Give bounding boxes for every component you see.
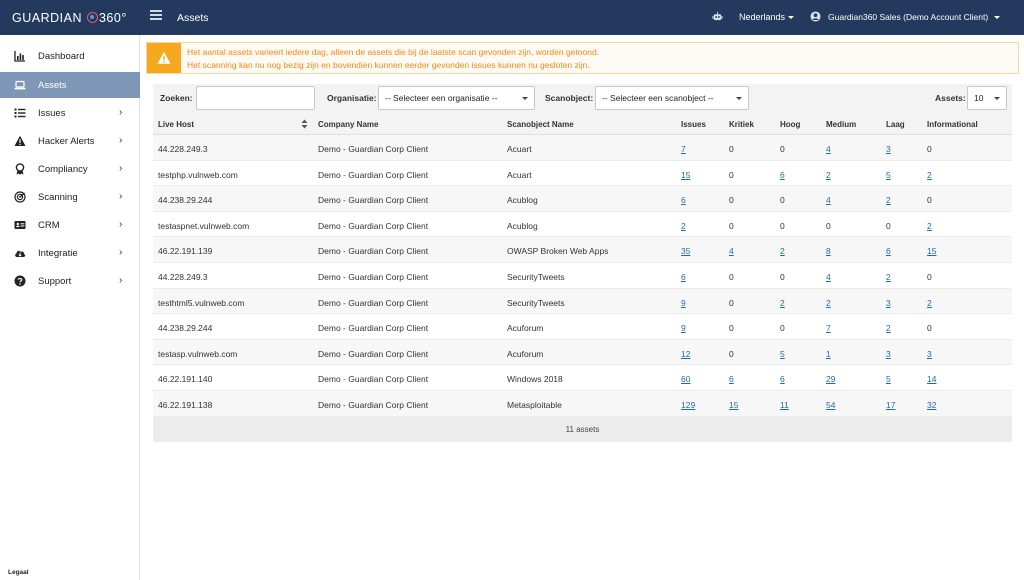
table-row <box>153 365 1012 391</box>
cell-medium <box>826 400 835 410</box>
cell-company-name: Demo - Guardian Corp Client <box>318 399 429 410</box>
cell-hoog <box>780 170 785 180</box>
cell-informational: 0 <box>927 195 932 206</box>
cell-laag <box>886 144 891 154</box>
cell-company-name: Demo - Guardian Corp Client <box>318 374 429 385</box>
cell-laag <box>886 246 891 256</box>
column-header-scanobject-name[interactable]: Scanobject Name <box>507 120 574 129</box>
table-row <box>153 340 1012 366</box>
hoog-count-link[interactable]: 2 <box>780 246 785 257</box>
chevron-down-icon <box>788 16 794 19</box>
laag-count-link[interactable]: 17 <box>886 399 896 410</box>
warning-icon <box>157 51 171 65</box>
medium-count-link[interactable]: 2 <box>826 169 831 180</box>
cell-informational <box>927 298 932 308</box>
language-dropdown[interactable] <box>739 12 794 22</box>
laag-count-link[interactable]: 3 <box>886 297 891 308</box>
cell-laag <box>886 195 891 205</box>
robot-icon[interactable] <box>712 11 723 22</box>
issues-count-link[interactable]: 2 <box>681 220 686 231</box>
cell-kritiek <box>729 400 738 410</box>
cell-live-host: 46.22.191.140 <box>158 374 213 385</box>
cell-scanobject-name: Windows 2018 <box>507 374 563 385</box>
cell-kritiek: 0 <box>729 195 734 206</box>
sidebar-item-assets[interactable] <box>0 72 140 98</box>
cell-issues <box>681 400 695 410</box>
cell-live-host: testasp.vulnweb.com <box>158 348 238 359</box>
cell-laag <box>886 272 891 282</box>
kritiek-count-link[interactable]: 4 <box>729 246 734 257</box>
chevron-down-icon <box>522 97 528 100</box>
logo-mark-icon <box>87 12 98 23</box>
cell-informational: 0 <box>927 271 932 282</box>
cell-live-host: 44.228.249.3 <box>158 144 208 154</box>
chevron-right-icon: › <box>119 163 123 174</box>
column-header-company-name[interactable]: Company Name <box>318 120 379 129</box>
sidebar-item-integratie[interactable] <box>0 240 140 266</box>
cell-kritiek: 0 <box>729 297 734 308</box>
column-header-hoog[interactable]: Hoog <box>780 120 801 129</box>
cell-medium <box>826 246 831 256</box>
cell-live-host: testaspnet.vulnweb.com <box>158 220 250 231</box>
cell-hoog <box>780 246 785 256</box>
sidebar-item-support[interactable] <box>0 268 140 294</box>
search-label: Zoeken: <box>160 93 193 103</box>
cell-company-name: Demo - Guardian Corp Client <box>318 169 429 180</box>
sidebar-item-label: Integratie <box>38 248 78 259</box>
hoog-count-link[interactable]: 6 <box>780 374 785 385</box>
alert-line-1: Het aantal assets varieert iedere dag, alleen de assets die bij de laatste scan gevonden zijn, worden getoond. <box>187 47 600 57</box>
logo-suffix: 360° <box>98 11 127 25</box>
laag-count-link[interactable]: 3 <box>886 144 891 154</box>
cell-hoog <box>780 400 789 410</box>
cell-medium <box>826 349 831 359</box>
informational-count-link[interactable]: 32 <box>927 399 937 410</box>
cell-live-host: 44.238.29.244 <box>158 323 213 334</box>
assets-table <box>153 113 1012 442</box>
sidebar <box>0 35 140 580</box>
scanobject-label: Scanobject: <box>545 93 594 103</box>
chevron-right-icon: › <box>119 107 123 118</box>
table-row <box>153 237 1012 263</box>
filter-bar <box>153 84 1012 113</box>
chevron-down-icon <box>994 97 1000 100</box>
alert-text <box>187 46 599 72</box>
table-row <box>153 186 1012 212</box>
informational-count-link[interactable]: 15 <box>927 246 937 257</box>
cell-scanobject-name: Acuart <box>507 144 532 154</box>
legal-link[interactable]: Legaal <box>8 569 29 576</box>
user-name: Guardian360 Sales (Demo Account Client) <box>828 12 989 22</box>
cell-scanobject-name: Acuart <box>507 169 532 180</box>
issues-count-link[interactable]: 6 <box>681 271 686 282</box>
issues-count-link[interactable]: 35 <box>681 246 691 257</box>
cell-informational <box>927 170 932 180</box>
sidebar-item-label: Hacker Alerts <box>38 136 95 147</box>
sidebar-item-label: Assets <box>38 80 67 91</box>
alert-icon-box <box>147 43 181 73</box>
chevron-right-icon: › <box>119 247 123 258</box>
sidebar-item-label: Dashboard <box>38 51 85 62</box>
laag-count-link[interactable]: 3 <box>886 348 891 359</box>
award-icon <box>14 163 26 175</box>
informational-count-link[interactable]: 14 <box>927 374 937 385</box>
chevron-down-icon <box>994 16 1000 19</box>
cell-company-name: Demo - Guardian Corp Client <box>318 220 429 231</box>
cell-informational <box>927 221 932 231</box>
column-header-issues[interactable]: Issues <box>681 120 706 129</box>
cell-hoog: 0 <box>780 271 785 282</box>
issues-count-link[interactable]: 9 <box>681 297 686 308</box>
cell-live-host: 46.22.191.138 <box>158 399 213 410</box>
informational-count-link[interactable]: 2 <box>927 220 932 231</box>
assets-per-page-label: Assets: <box>935 93 966 103</box>
column-header-informational[interactable]: Informational <box>927 120 978 129</box>
cell-company-name: Demo - Guardian Corp Client <box>318 297 429 308</box>
cell-hoog <box>780 298 785 308</box>
table-body <box>153 135 1012 417</box>
issues-count-link[interactable]: 12 <box>681 348 691 359</box>
sort-icon[interactable] <box>301 119 308 129</box>
cell-kritiek <box>729 374 734 384</box>
column-header-kritiek[interactable]: Kritiek <box>729 120 754 129</box>
cell-medium <box>826 170 831 180</box>
table-row <box>153 161 1012 187</box>
cell-scanobject-name: Acublog <box>507 195 538 206</box>
page-title: Assets <box>177 12 209 24</box>
cell-company-name: Demo - Guardian Corp Client <box>318 348 429 359</box>
sidebar-item-scanning[interactable] <box>0 184 140 210</box>
assets-per-page-value: 10 <box>974 93 984 103</box>
cell-company-name: Demo - Guardian Corp Client <box>318 195 429 206</box>
sidebar-item-label: Compliancy <box>38 164 88 175</box>
asset-count: 11 assets <box>565 424 600 434</box>
cloud-icon <box>14 247 26 259</box>
organisation-select[interactable] <box>378 86 535 110</box>
cell-medium: 0 <box>826 220 831 231</box>
medium-count-link[interactable]: 7 <box>826 323 831 334</box>
cell-informational <box>927 374 936 384</box>
cell-company-name: Demo - Guardian Corp Client <box>318 144 429 154</box>
medium-count-link[interactable]: 4 <box>826 195 831 206</box>
cell-live-host: 46.22.191.139 <box>158 246 213 257</box>
laag-count-link[interactable]: 2 <box>886 323 891 334</box>
chevron-right-icon: › <box>119 219 123 230</box>
question-icon <box>14 275 26 287</box>
sidebar-item-crm[interactable] <box>0 212 140 238</box>
cell-issues <box>681 272 686 282</box>
hoog-count-link[interactable]: 5 <box>780 348 785 359</box>
chevron-right-icon: › <box>119 135 123 146</box>
organisation-label: Organisatie: <box>327 93 377 103</box>
cell-live-host: 44.238.29.244 <box>158 195 213 206</box>
issues-count-link[interactable]: 129 <box>681 399 696 410</box>
cell-laag <box>886 374 891 384</box>
assets-per-page-select[interactable] <box>967 86 1007 110</box>
table-row <box>153 135 1012 161</box>
cell-scanobject-name: SecurityTweets <box>507 297 565 308</box>
cell-laag: 0 <box>886 220 891 231</box>
warning-icon <box>14 135 26 147</box>
cell-scanobject-name: Acuforum <box>507 348 544 359</box>
sidebar-item-hacker-alerts[interactable] <box>0 128 140 154</box>
cell-kritiek: 0 <box>729 144 734 154</box>
cell-live-host: testphp.vulnweb.com <box>158 169 238 180</box>
medium-count-link[interactable]: 2 <box>826 297 831 308</box>
cell-kritiek: 0 <box>729 169 734 180</box>
hoog-count-link[interactable]: 2 <box>780 297 785 308</box>
cell-hoog: 0 <box>780 323 785 334</box>
cell-informational <box>927 246 936 256</box>
medium-count-link[interactable]: 8 <box>826 246 831 257</box>
chevron-down-icon <box>736 97 742 100</box>
cell-laag <box>886 400 895 410</box>
cell-kritiek <box>729 246 734 256</box>
cell-hoog: 0 <box>780 195 785 206</box>
column-header-live-host[interactable]: Live Host <box>158 120 195 129</box>
cell-informational: 0 <box>927 144 932 154</box>
list-icon <box>14 107 26 119</box>
cell-scanobject-name: Metasploitable <box>507 399 562 410</box>
laag-count-link[interactable]: 5 <box>886 374 891 385</box>
cell-scanobject-name: SecurityTweets <box>507 271 565 282</box>
sidebar-item-compliancy[interactable] <box>0 156 140 182</box>
scanobject-select-value: -- Selecteer een scanobject -- <box>602 93 714 103</box>
cell-hoog: 0 <box>780 144 785 154</box>
laag-count-link[interactable]: 2 <box>886 271 891 282</box>
cell-hoog: 0 <box>780 220 785 231</box>
cell-issues <box>681 221 686 231</box>
cell-company-name: Demo - Guardian Corp Client <box>318 271 429 282</box>
hoog-count-link[interactable]: 6 <box>780 169 785 180</box>
cell-kritiek: 0 <box>729 323 734 334</box>
language-label: Nederlands <box>739 12 786 22</box>
table-header <box>153 113 1012 135</box>
cell-issues <box>681 195 686 205</box>
cell-issues <box>681 349 690 359</box>
cell-scanobject-name: Acuforum <box>507 323 544 334</box>
issues-count-link[interactable]: 15 <box>681 169 691 180</box>
sidebar-item-issues[interactable] <box>0 100 140 126</box>
laag-count-link[interactable]: 5 <box>886 169 891 180</box>
table-row <box>153 212 1012 238</box>
sidebar-item-dashboard[interactable] <box>0 43 140 69</box>
menu-toggle-icon[interactable] <box>150 10 162 22</box>
medium-count-link[interactable]: 1 <box>826 348 831 359</box>
cell-issues <box>681 144 686 154</box>
logo-text: GUARDIAN <box>12 11 82 25</box>
column-header-laag[interactable]: Laag <box>886 120 905 129</box>
sidebar-item-label: CRM <box>38 220 60 231</box>
cell-medium <box>826 144 831 154</box>
sidebar-item-label: Scanning <box>38 192 78 203</box>
cell-kritiek: 0 <box>729 271 734 282</box>
cell-laag <box>886 298 891 308</box>
table-row <box>153 263 1012 289</box>
cell-laag <box>886 170 891 180</box>
cell-medium <box>826 298 831 308</box>
user-dropdown[interactable] <box>828 12 1000 22</box>
cell-issues <box>681 298 686 308</box>
bar-chart-icon <box>14 50 26 62</box>
issues-count-link[interactable]: 7 <box>681 144 686 154</box>
laag-count-link[interactable]: 2 <box>886 195 891 206</box>
cell-issues <box>681 246 690 256</box>
kritiek-count-link[interactable]: 15 <box>729 399 739 410</box>
cell-medium <box>826 374 835 384</box>
logo[interactable] <box>12 11 127 25</box>
medium-count-link[interactable]: 29 <box>826 374 836 385</box>
search-input[interactable] <box>196 86 315 110</box>
table-row <box>153 314 1012 340</box>
info-alert <box>146 42 1019 74</box>
cell-company-name: Demo - Guardian Corp Client <box>318 323 429 334</box>
sidebar-item-label: Support <box>38 276 72 287</box>
cell-medium <box>826 195 831 205</box>
cell-company-name: Demo - Guardian Corp Client <box>318 246 429 257</box>
informational-count-link[interactable]: 2 <box>927 297 932 308</box>
table-row <box>153 289 1012 315</box>
kritiek-count-link[interactable]: 6 <box>729 374 734 385</box>
scanobject-select[interactable] <box>595 86 749 110</box>
medium-count-link[interactable]: 54 <box>826 399 836 410</box>
cell-issues <box>681 323 686 333</box>
cell-hoog <box>780 374 785 384</box>
radar-icon <box>14 191 26 203</box>
cell-laag <box>886 349 891 359</box>
issues-count-link[interactable]: 9 <box>681 323 686 334</box>
hoog-count-link[interactable]: 11 <box>780 399 789 410</box>
table-row <box>153 391 1012 417</box>
cell-informational: 0 <box>927 323 932 334</box>
organisation-select-value: -- Selecteer een organisatie -- <box>385 93 498 103</box>
cell-hoog <box>780 349 785 359</box>
issues-count-link[interactable]: 6 <box>681 195 686 206</box>
medium-count-link[interactable]: 4 <box>826 271 831 282</box>
column-header-medium[interactable]: Medium <box>826 120 857 129</box>
alert-line-2: Het scanning kan nu nog bezig zijn en bovendien kunnen eerder gevonden issues kunnen nu gesloten zijn. <box>187 60 590 70</box>
cell-informational <box>927 400 936 410</box>
cell-live-host: testhtml5.vulnweb.com <box>158 297 245 308</box>
cell-live-host: 44.228.249.3 <box>158 271 208 282</box>
top-bar <box>0 0 1024 35</box>
cell-issues <box>681 374 690 384</box>
cell-scanobject-name: Acublog <box>507 220 538 231</box>
laag-count-link[interactable]: 6 <box>886 246 891 257</box>
chevron-right-icon: › <box>119 191 123 202</box>
informational-count-link[interactable]: 3 <box>927 348 932 359</box>
cell-informational <box>927 349 932 359</box>
cell-kritiek: 0 <box>729 220 734 231</box>
issues-count-link[interactable]: 60 <box>681 374 691 385</box>
cell-medium <box>826 272 831 282</box>
laptop-icon <box>14 79 26 91</box>
id-card-icon <box>14 219 26 231</box>
cell-medium <box>826 323 831 333</box>
chevron-right-icon: › <box>119 275 123 286</box>
cell-issues <box>681 170 690 180</box>
cell-scanobject-name: OWASP Broken Web Apps <box>507 246 609 257</box>
medium-count-link[interactable]: 4 <box>826 144 831 154</box>
cell-kritiek: 0 <box>729 348 734 359</box>
sidebar-item-label: Issues <box>38 108 66 119</box>
informational-count-link[interactable]: 2 <box>927 169 932 180</box>
cell-laag <box>886 323 891 333</box>
user-avatar-icon[interactable] <box>810 11 821 22</box>
table-footer <box>153 417 1012 442</box>
